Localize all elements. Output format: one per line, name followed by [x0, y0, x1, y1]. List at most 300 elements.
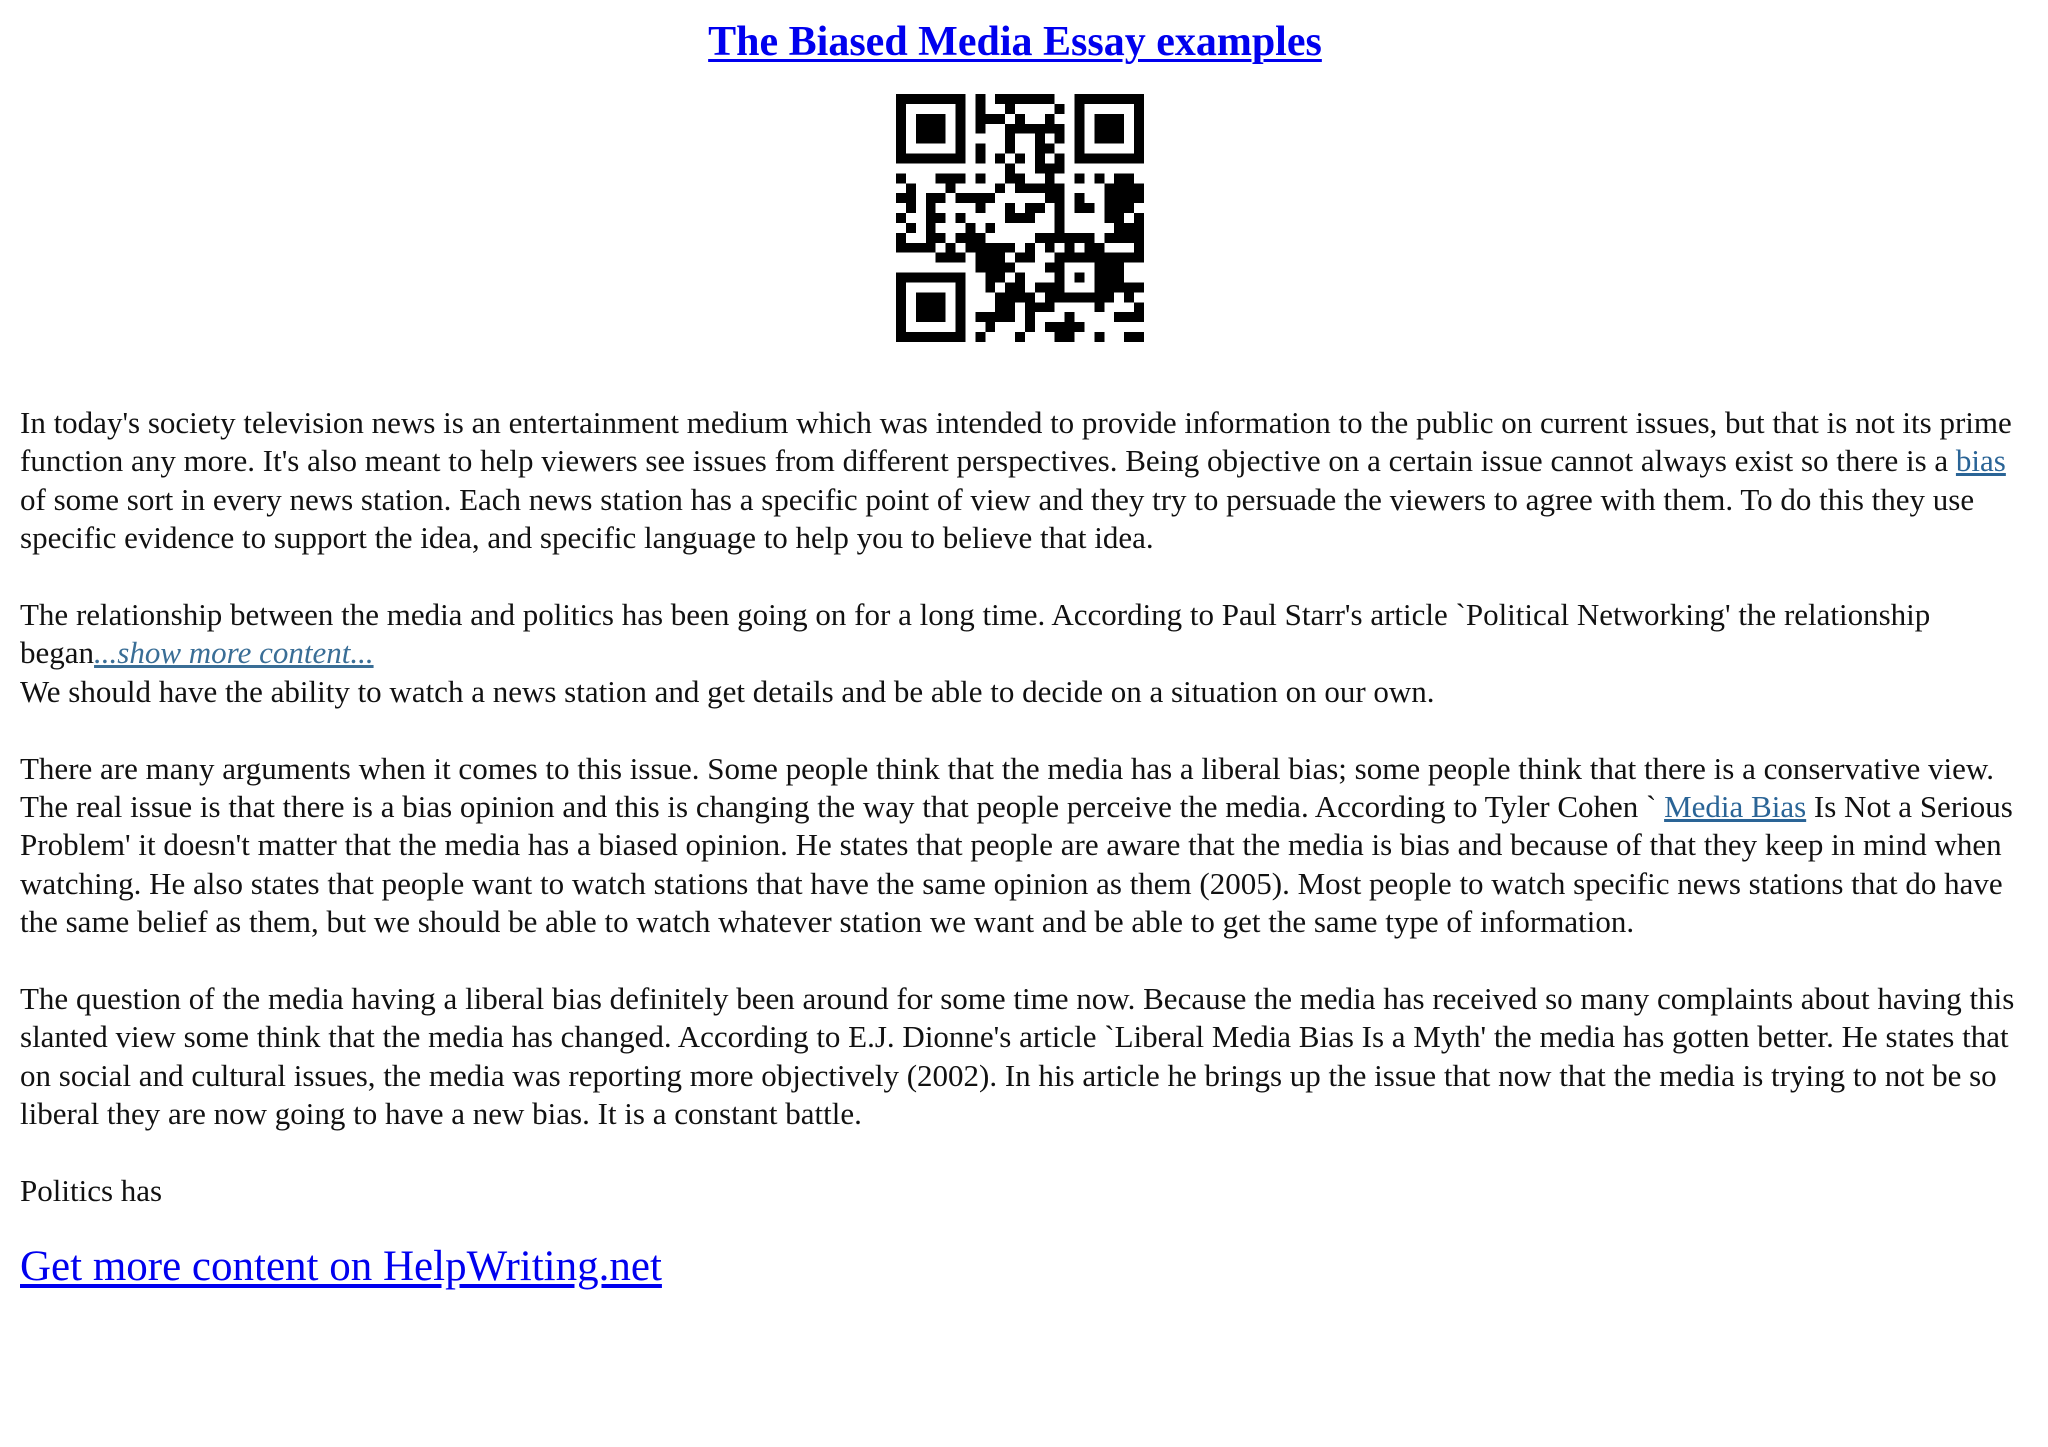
qr-module — [896, 302, 906, 312]
qr-module — [936, 253, 946, 263]
qr-module — [1104, 183, 1114, 193]
qr-module — [916, 243, 926, 253]
qr-module — [1094, 173, 1104, 183]
qr-module — [1055, 124, 1065, 134]
qr-module — [1084, 154, 1094, 164]
qr-module — [995, 154, 1005, 164]
qr-module — [1104, 114, 1114, 124]
qr-module — [1094, 253, 1104, 263]
qr-module — [1104, 282, 1114, 292]
paragraph-4 — [20, 750, 2020, 942]
qr-module — [1084, 233, 1094, 243]
qr-module — [1005, 173, 1015, 183]
qr-module — [995, 263, 1005, 273]
qr-module — [1005, 282, 1015, 292]
qr-module — [1134, 124, 1144, 134]
qr-module — [1055, 273, 1065, 283]
qr-module — [1065, 322, 1075, 332]
qr-module — [926, 114, 936, 124]
qr-module — [1045, 292, 1055, 302]
qr-module — [1005, 94, 1015, 104]
paragraph-4-text-end: Is Not a Serious Problem' it doesn't matter that the media has a biased opinion. He states that people are aware that the media is bias and because of that they keep in mind when watching. He also states that people want to watch stations that have the same opinion as them (2005). Most people to watch specific news stations that do have the same belief as them, but we should be able to watch whatever station we want and be able to get the same type of information. — [20, 789, 2013, 940]
qr-module — [1084, 253, 1094, 263]
qr-module — [906, 183, 916, 193]
qr-module — [926, 193, 936, 203]
show-more-content-link[interactable]: ...show more content... — [94, 635, 374, 671]
qr-module — [1114, 134, 1124, 144]
qr-module — [956, 233, 966, 243]
qr-module — [1045, 263, 1055, 273]
helpwriting-footer-link[interactable]: Get more content on HelpWriting.net — [20, 1243, 662, 1291]
qr-module — [896, 124, 906, 134]
qr-module — [1025, 243, 1035, 253]
qr-module — [1075, 273, 1085, 283]
qr-module — [1134, 94, 1144, 104]
qr-module — [985, 223, 995, 233]
qr-module — [1104, 213, 1114, 223]
qr-module — [936, 94, 946, 104]
qr-module — [1045, 302, 1055, 312]
qr-module — [1015, 154, 1025, 164]
qr-module — [1035, 134, 1045, 144]
qr-module — [896, 173, 906, 183]
qr-module — [1005, 124, 1015, 134]
qr-module — [1035, 183, 1045, 193]
qr-module — [1065, 233, 1075, 243]
qr-module — [1104, 292, 1114, 302]
qr-module — [1025, 213, 1035, 223]
qr-module — [936, 233, 946, 243]
qr-module — [985, 263, 995, 273]
qr-module — [1124, 312, 1134, 322]
qr-module — [956, 292, 966, 302]
qr-module — [965, 193, 975, 203]
qr-module — [1055, 322, 1065, 332]
qr-module — [1134, 223, 1144, 233]
qr-module — [1114, 213, 1124, 223]
qr-module — [1094, 94, 1104, 104]
qr-module — [1055, 332, 1065, 342]
qr-module — [896, 134, 906, 144]
qr-module — [995, 253, 1005, 263]
qr-module — [946, 243, 956, 253]
qr-module — [985, 253, 995, 263]
title-container — [10, 0, 2020, 66]
paragraph-2-text: The relationship between the media and politics has been going on for a long time. According to Paul Starr's article `Political Networking' the relationship began — [20, 597, 1931, 671]
qr-module — [1065, 243, 1075, 253]
qr-module — [956, 302, 966, 312]
qr-module — [1045, 163, 1055, 173]
paragraph-2 — [20, 596, 2020, 673]
qr-module — [916, 134, 926, 144]
paragraph-3: We should have the ability to watch a news station and get details and be able to decide on a situation on our own. — [20, 673, 1435, 709]
qr-module — [1055, 292, 1065, 302]
qr-module — [975, 263, 985, 273]
qr-module — [906, 243, 916, 253]
qr-module — [926, 292, 936, 302]
qr-module — [946, 154, 956, 164]
qr-module — [946, 173, 956, 183]
qr-module — [956, 104, 966, 114]
qr-module — [1075, 203, 1085, 213]
qr-module — [1094, 282, 1104, 292]
qr-module — [956, 94, 966, 104]
qr-module — [896, 154, 906, 164]
qr-module — [896, 114, 906, 124]
qr-module — [1084, 243, 1094, 253]
qr-module — [985, 114, 995, 124]
qr-module — [1114, 253, 1124, 263]
qr-module — [1005, 203, 1015, 213]
qr-module — [1124, 193, 1134, 203]
qr-module — [1075, 114, 1085, 124]
qr-module — [956, 154, 966, 164]
qr-module — [926, 332, 936, 342]
qr-module — [946, 273, 956, 283]
qr-module — [926, 213, 936, 223]
qr-module — [1045, 144, 1055, 154]
qr-module — [1015, 332, 1025, 342]
qr-module — [1075, 134, 1085, 144]
qr-module — [1084, 292, 1094, 302]
qr-module — [975, 243, 985, 253]
qr-module — [916, 273, 926, 283]
qr-module — [1055, 163, 1065, 173]
qr-module — [896, 322, 906, 332]
qr-module — [936, 213, 946, 223]
qr-module — [1114, 114, 1124, 124]
qr-module — [1104, 134, 1114, 144]
qr-module — [1035, 154, 1045, 164]
qr-module — [936, 292, 946, 302]
qr-module — [1114, 193, 1124, 203]
qr-module — [995, 243, 1005, 253]
qr-module — [1005, 292, 1015, 302]
qr-module — [936, 302, 946, 312]
qr-module — [1124, 94, 1134, 104]
qr-module — [1075, 154, 1085, 164]
qr-module — [896, 273, 906, 283]
qr-module — [1075, 233, 1085, 243]
qr-module — [1055, 213, 1065, 223]
qr-module — [1134, 183, 1144, 193]
qr-module — [1045, 322, 1055, 332]
qr-module — [1134, 332, 1144, 342]
qr-module — [1045, 124, 1055, 134]
qr-module — [1035, 144, 1045, 154]
qr-module — [1015, 292, 1025, 302]
qr-module — [1134, 282, 1144, 292]
qr-module — [1104, 263, 1114, 273]
qr-module — [896, 104, 906, 114]
qr-module — [916, 332, 926, 342]
qr-module — [985, 273, 995, 283]
qr-module — [1114, 173, 1124, 183]
qr-module — [936, 173, 946, 183]
qr-module — [936, 273, 946, 283]
qr-module — [1084, 203, 1094, 213]
qr-module — [995, 94, 1005, 104]
qr-module — [1015, 173, 1025, 183]
qr-module — [1124, 282, 1134, 292]
qr-module — [1124, 233, 1134, 243]
qr-module — [1025, 94, 1035, 104]
qr-module — [1055, 104, 1065, 114]
qr-module — [926, 223, 936, 233]
qr-module — [1124, 173, 1134, 183]
qr-module — [995, 273, 1005, 283]
qr-module — [1045, 193, 1055, 203]
qr-module — [995, 312, 1005, 322]
qr-module — [906, 203, 916, 213]
qr-module — [1114, 263, 1124, 273]
qr-module — [1065, 332, 1075, 342]
qr-module — [896, 282, 906, 292]
qr-module — [1094, 292, 1104, 302]
qr-module — [1075, 292, 1085, 302]
qr-module — [1055, 154, 1065, 164]
qr-module — [896, 193, 906, 203]
qr-module — [1075, 173, 1085, 183]
qr-module — [1045, 243, 1055, 253]
qr-module — [1015, 273, 1025, 283]
qr-module — [995, 183, 1005, 193]
qr-module — [1035, 163, 1045, 173]
qr-module — [896, 312, 906, 322]
qr-module — [1005, 144, 1015, 154]
qr-module — [1005, 163, 1015, 173]
qr-module — [1035, 203, 1045, 213]
qr-module — [985, 282, 995, 292]
qr-module — [906, 223, 916, 233]
qr-module — [896, 332, 906, 342]
qr-module — [956, 193, 966, 203]
qr-module — [995, 292, 1005, 302]
qr-module — [975, 173, 985, 183]
qr-module — [1075, 193, 1085, 203]
qr-module — [956, 322, 966, 332]
qr-module — [926, 154, 936, 164]
qr-module — [1015, 282, 1025, 292]
qr-module — [1005, 104, 1015, 114]
qr-module — [1055, 223, 1065, 233]
qr-module — [1124, 203, 1134, 213]
qr-module — [1114, 94, 1124, 104]
qr-module — [956, 282, 966, 292]
qr-module — [926, 134, 936, 144]
qr-module — [1094, 114, 1104, 124]
qr-module — [1045, 183, 1055, 193]
qr-module — [975, 312, 985, 322]
qr-module — [1094, 332, 1104, 342]
qr-module — [1005, 134, 1015, 144]
qr-module — [916, 114, 926, 124]
qr-module — [916, 154, 926, 164]
qr-module — [896, 292, 906, 302]
qr-module — [1134, 243, 1144, 253]
qr-module — [985, 322, 995, 332]
qr-module — [1104, 273, 1114, 283]
paragraph-1 — [20, 404, 2020, 558]
qr-module — [1025, 124, 1035, 134]
qr-module — [1045, 282, 1055, 292]
qr-module — [1015, 94, 1025, 104]
qr-module — [1094, 154, 1104, 164]
qr-module — [1124, 292, 1134, 302]
qr-module — [1015, 253, 1025, 263]
qr-module — [1025, 203, 1035, 213]
qr-module — [1094, 124, 1104, 134]
qr-module — [1035, 282, 1045, 292]
qr-module — [1124, 332, 1134, 342]
qr-module — [1124, 154, 1134, 164]
qr-module — [1025, 302, 1035, 312]
qr-module — [946, 94, 956, 104]
media-bias-link[interactable]: Media Bias — [1664, 789, 1807, 825]
qr-module — [916, 292, 926, 302]
paragraph-6: Politics has — [20, 1173, 163, 1209]
qr-module — [1005, 302, 1015, 312]
qr-module — [1114, 203, 1124, 213]
qr-module — [1134, 104, 1144, 114]
qr-module — [1025, 183, 1035, 193]
qr-module — [1114, 282, 1124, 292]
qr-module — [1134, 312, 1144, 322]
qr-module — [1114, 312, 1124, 322]
qr-module — [906, 332, 916, 342]
qr-module — [975, 144, 985, 154]
qr-module — [936, 154, 946, 164]
qr-module — [896, 94, 906, 104]
qr-module — [936, 193, 946, 203]
qr-module — [1094, 134, 1104, 144]
qr-module — [956, 253, 966, 263]
qr-module — [1084, 94, 1094, 104]
qr-module — [896, 144, 906, 154]
qr-module — [916, 312, 926, 322]
qr-module — [956, 312, 966, 322]
qr-module — [995, 302, 1005, 312]
qr-module — [1094, 263, 1104, 273]
qr-module — [1055, 233, 1065, 243]
qr-module — [1134, 114, 1144, 124]
qr-module — [1134, 213, 1144, 223]
qr-module — [1134, 253, 1144, 263]
qr-module — [1045, 233, 1055, 243]
qr-module — [1035, 94, 1045, 104]
qr-module — [1134, 193, 1144, 203]
qr-module — [1104, 253, 1114, 263]
qr-module — [956, 114, 966, 124]
qr-module — [956, 332, 966, 342]
qr-module — [1114, 273, 1124, 283]
qr-module — [1094, 273, 1104, 283]
qr-module — [1075, 104, 1085, 114]
qr-module — [1134, 233, 1144, 243]
qr-module — [926, 243, 936, 253]
qr-module — [1104, 233, 1114, 243]
qr-module — [985, 312, 995, 322]
qr-module — [946, 332, 956, 342]
qr-module — [906, 94, 916, 104]
qr-module — [1104, 154, 1114, 164]
qr-module — [1035, 233, 1045, 243]
qr-module — [1015, 213, 1025, 223]
qr-module — [1104, 124, 1114, 134]
qr-module — [956, 173, 966, 183]
qr-module — [1055, 282, 1065, 292]
qr-module — [926, 203, 936, 213]
qr-module — [1015, 183, 1025, 193]
qr-module — [1134, 134, 1144, 144]
qr-module — [936, 332, 946, 342]
qr-module — [896, 233, 906, 243]
qr-module — [975, 253, 985, 263]
qr-module — [916, 124, 926, 134]
qr-module — [1104, 203, 1114, 213]
qr-module — [936, 312, 946, 322]
qr-module — [1065, 312, 1075, 322]
qr-module — [1055, 134, 1065, 144]
page — [20, 0, 2020, 1290]
paragraph-1-text-start: In today's society television news is an entertainment medium which was intended to provide information to the public on current issues, but that is not its prime function any more. It's also meant to help viewers see issues from different perspectives. Being objective on a certain issue cannot always exist so there is a — [20, 405, 2012, 479]
bias-link[interactable]: bias — [1955, 443, 2006, 479]
qr-module — [1134, 154, 1144, 164]
qr-module — [975, 124, 985, 134]
qr-module — [1065, 253, 1075, 263]
qr-module — [1025, 322, 1035, 332]
qr-module — [1104, 94, 1114, 104]
qr-module — [926, 124, 936, 134]
qr-module — [975, 233, 985, 243]
qr-module — [926, 273, 936, 283]
qr-module — [965, 243, 975, 253]
qr-module — [1094, 243, 1104, 253]
qr-module — [975, 332, 985, 342]
qr-module — [956, 124, 966, 134]
qr-module — [1025, 253, 1035, 263]
qr-module — [916, 302, 926, 312]
qr-module — [926, 233, 936, 243]
qr-module — [1114, 183, 1124, 193]
qr-module — [896, 243, 906, 253]
qr-module — [985, 243, 995, 253]
qr-module — [985, 193, 995, 203]
qr-module — [1114, 124, 1124, 134]
qr-module — [1075, 144, 1085, 154]
qr-module — [1055, 183, 1065, 193]
qr-module — [1134, 302, 1144, 312]
qr-module — [1005, 213, 1015, 223]
qr-module — [975, 203, 985, 213]
qr-module — [926, 302, 936, 312]
qr-module — [906, 154, 916, 164]
qr-module — [1104, 193, 1114, 203]
qr-module — [1045, 114, 1055, 124]
qr-module — [956, 213, 966, 223]
page-title-link[interactable]: The Biased Media Essay examples — [708, 19, 1322, 65]
qr-module — [1114, 233, 1124, 243]
qr-module — [1015, 114, 1025, 124]
qr-module — [1075, 94, 1085, 104]
qr-module — [1124, 223, 1134, 233]
qr-module — [1035, 302, 1045, 312]
qr-module — [1055, 263, 1065, 273]
qr-module — [1114, 154, 1124, 164]
qr-module — [1094, 302, 1104, 312]
qr-module — [946, 253, 956, 263]
qr-module — [1075, 322, 1085, 332]
